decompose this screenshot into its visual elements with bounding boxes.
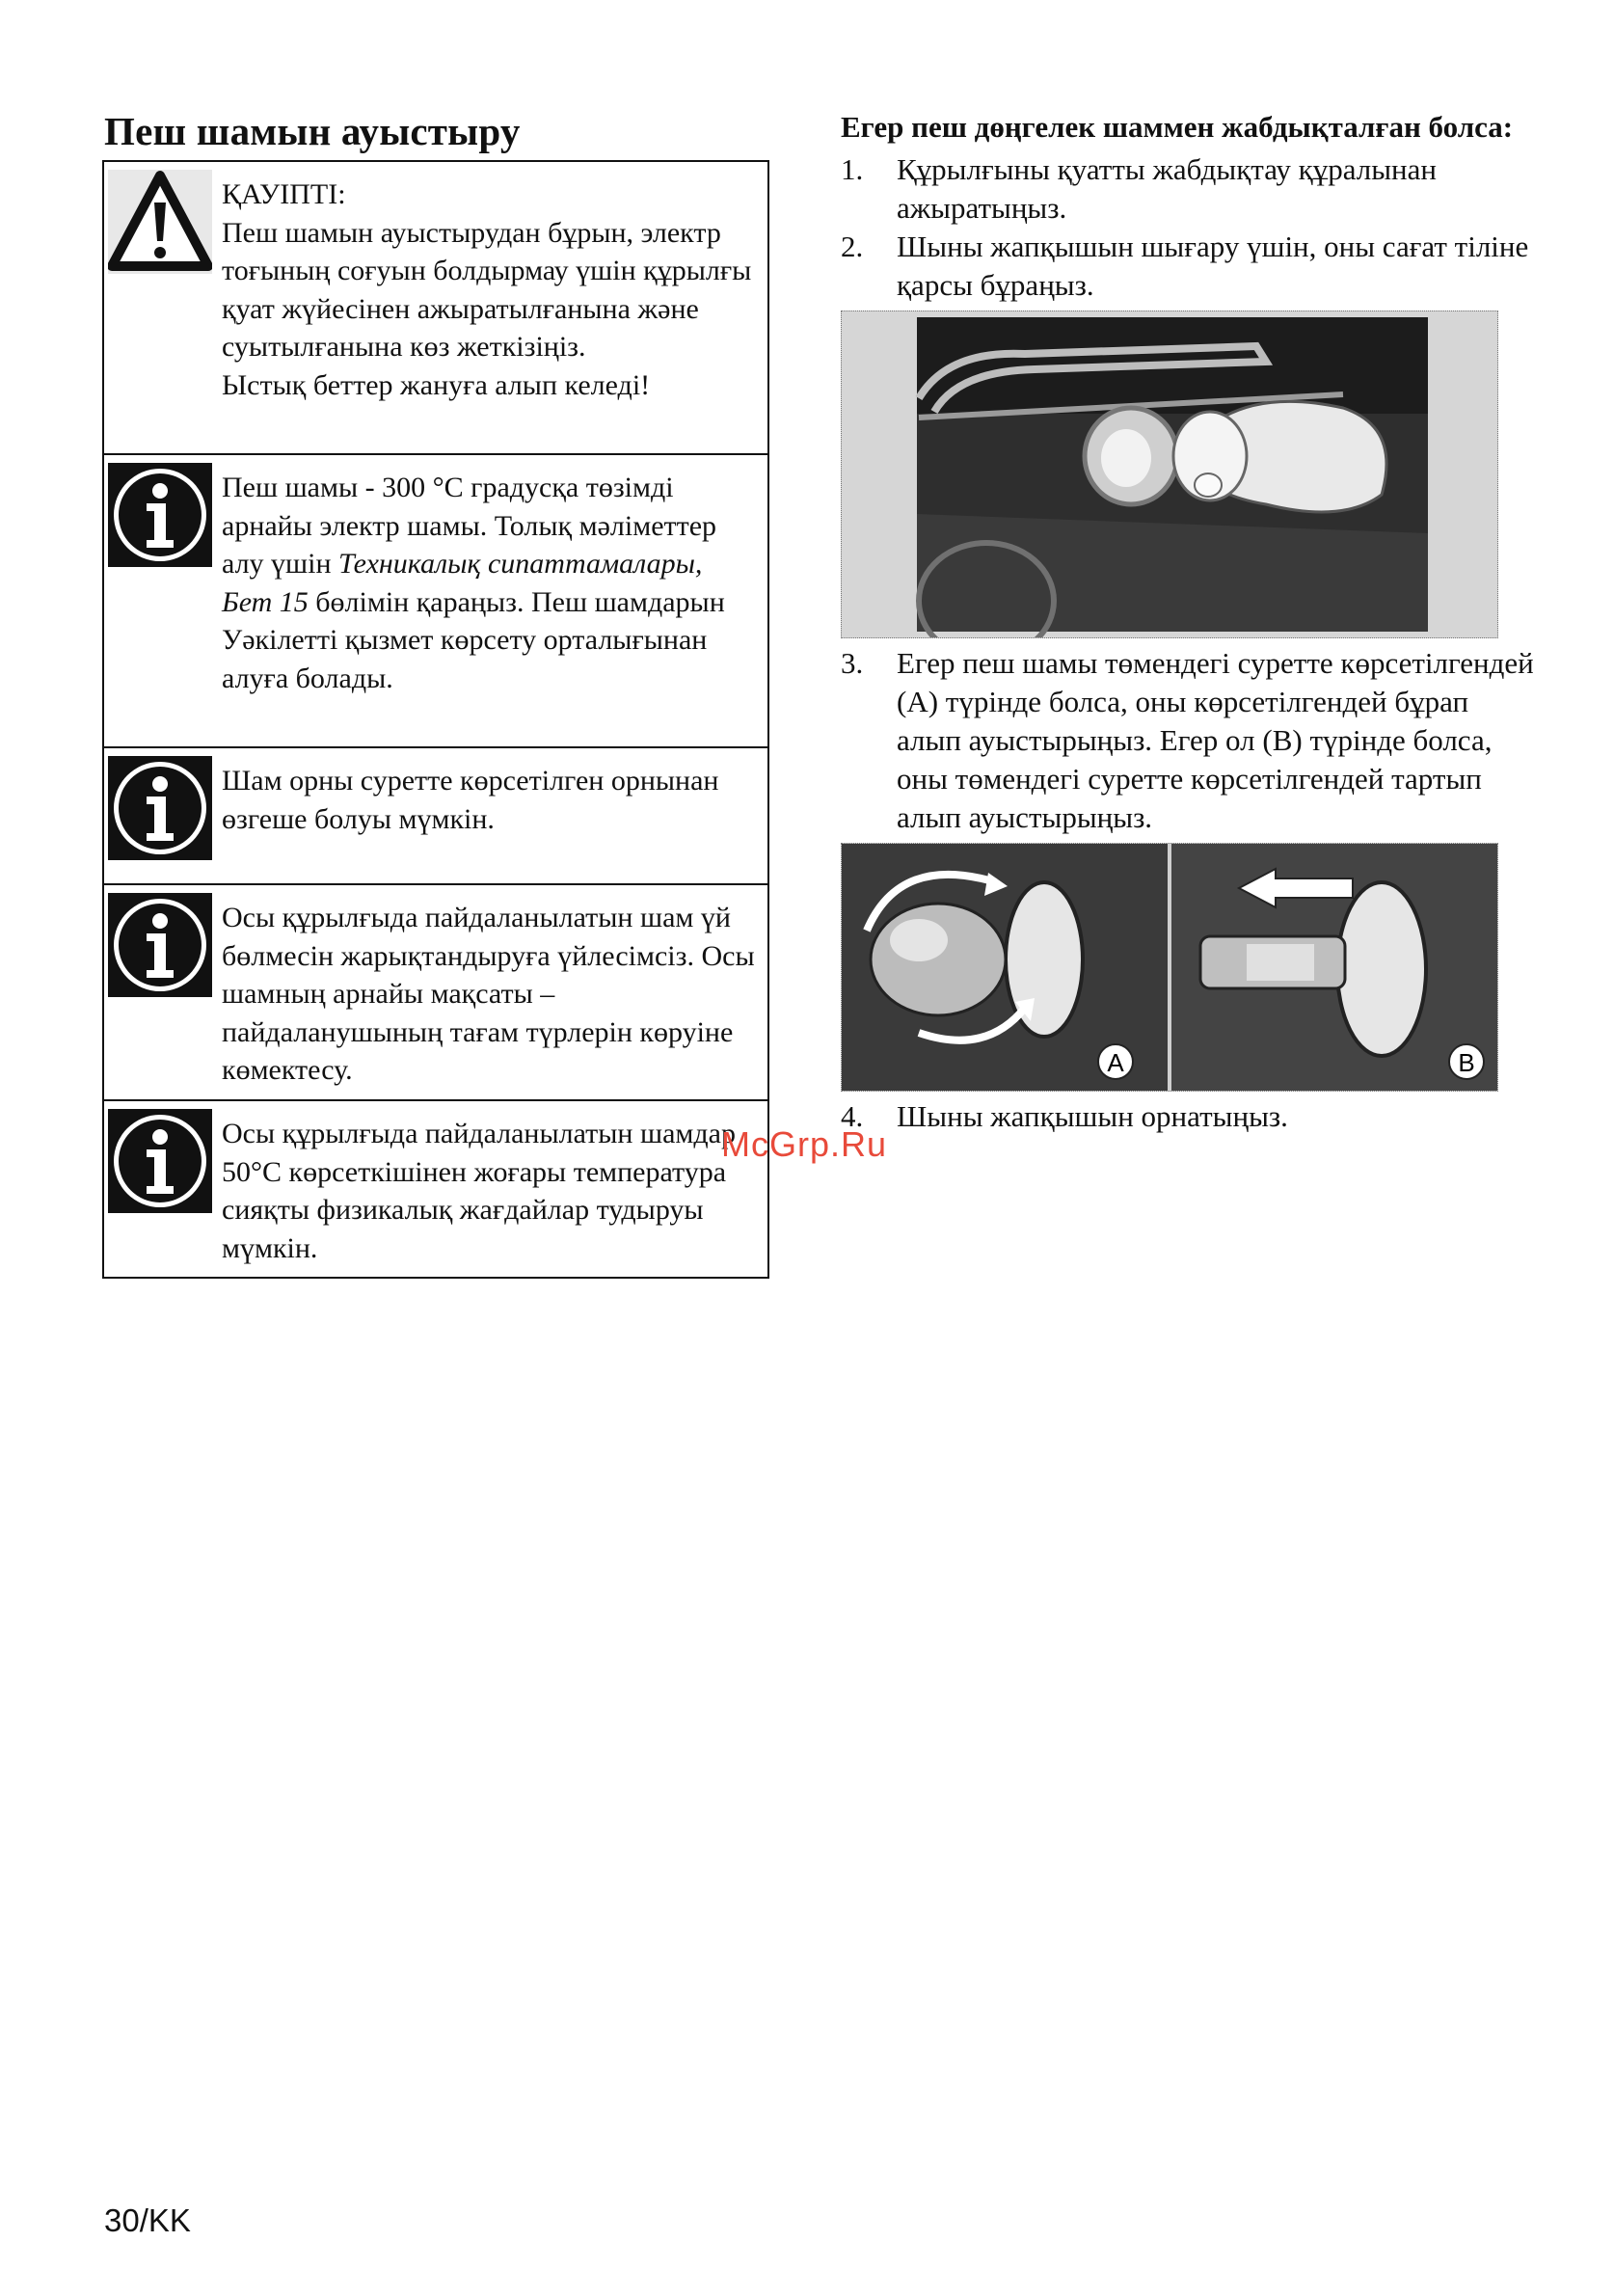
info-note-purpose <box>104 885 767 1101</box>
info-note-position <box>104 748 767 885</box>
warning-note <box>104 162 767 455</box>
step-3: 3. Егер пеш шамы төмендегі суретте көрсетілгендей (А) түрінде болса, оны көрсетілгендей бұрап алып ауыстырыңыз. Егер ол (В) түрінде болса, оны төмендегі суретте көрсетілгендей тартып алып ауыстырыңыз. <box>841 646 1534 834</box>
page-number: 30/KK <box>104 2202 191 2238</box>
steps-list-continued <box>841 644 1535 837</box>
spec-reference: Техникалық сипаттамалары, Бет 15 <box>222 548 703 618</box>
info-note-lamp-spec <box>104 455 767 748</box>
steps-list <box>841 150 1535 305</box>
step-2: 2. Шыны жапқышын шығару үшін, оны сағат тіліне қарсы бұраңыз. <box>841 230 1529 302</box>
info-text-temperature: Осы құрылғыда пайдаланылатын шамдар 50°С көрсеткішінен жоғары температура сияқты физикалық жағдайлар тудыруы мүмкін. <box>222 1118 736 1264</box>
warning-text: Пеш шамын ауыстырудан бұрын, электр тоғының соғуын болдырмау үшін құрылғы қуат жүйесінен ажыратылғанына және суытылғанына көз жеткізіңіз. <box>222 216 752 363</box>
lamp-cover-photo <box>841 311 1498 638</box>
info-icon <box>104 748 216 883</box>
info-icon <box>104 1101 216 1277</box>
figure-label-b: B <box>1458 1048 1475 1077</box>
info-icon <box>104 455 216 746</box>
info-text-purpose: Осы құрылғыда пайдаланылатын шам үй бөлмесін жарықтандыруға үйлесімсіз. Осы шамның арнайы мақсаты – пайдаланушының тағам түрлерін көруіне көмектесу. <box>222 902 755 1086</box>
figure-label-a: A <box>1107 1048 1124 1077</box>
lamp-types-figure <box>841 843 1498 1092</box>
info-text-position: Шам орны суретте көрсетілген орнынан өзгеше болуы мүмкін. <box>222 765 719 835</box>
step-4: 4. Шыны жапқышын орнатыңыз. <box>841 1099 1288 1133</box>
safety-notes <box>102 160 769 1279</box>
warning-triangle-icon <box>104 162 216 453</box>
step-1: 1. Құрылғыны қуатты жабдықтау құралынан ажыратыңыз. <box>841 152 1437 225</box>
section-subheading: Егер пеш дөңгелек шаммен жабдықталған болса: <box>841 110 1514 144</box>
steps-list-final <box>841 1097 1535 1136</box>
info-text-lamp-spec: Пеш шамы - 300 °С градусқа төзімді арнайы электр шамы. Толық мәліметтер алу үшін Техникалық сипаттамалары, Бет 15 бөлімін қараңыз. Пеш шамдарын Уәкілетті қызмет көрсету орталығынан алуға болады. <box>222 472 725 694</box>
watermark: McGrp.Ru <box>721 1124 888 1164</box>
warning-extra: Ыстық беттер жануға алып келеді! <box>222 368 651 401</box>
info-icon <box>104 885 216 1099</box>
page-title: Пеш шамын ауыстыру <box>104 109 521 153</box>
warning-heading: ҚАУІПТІ: <box>222 178 346 210</box>
instructions-column <box>841 108 1535 1136</box>
info-note-temperature <box>104 1101 767 1277</box>
